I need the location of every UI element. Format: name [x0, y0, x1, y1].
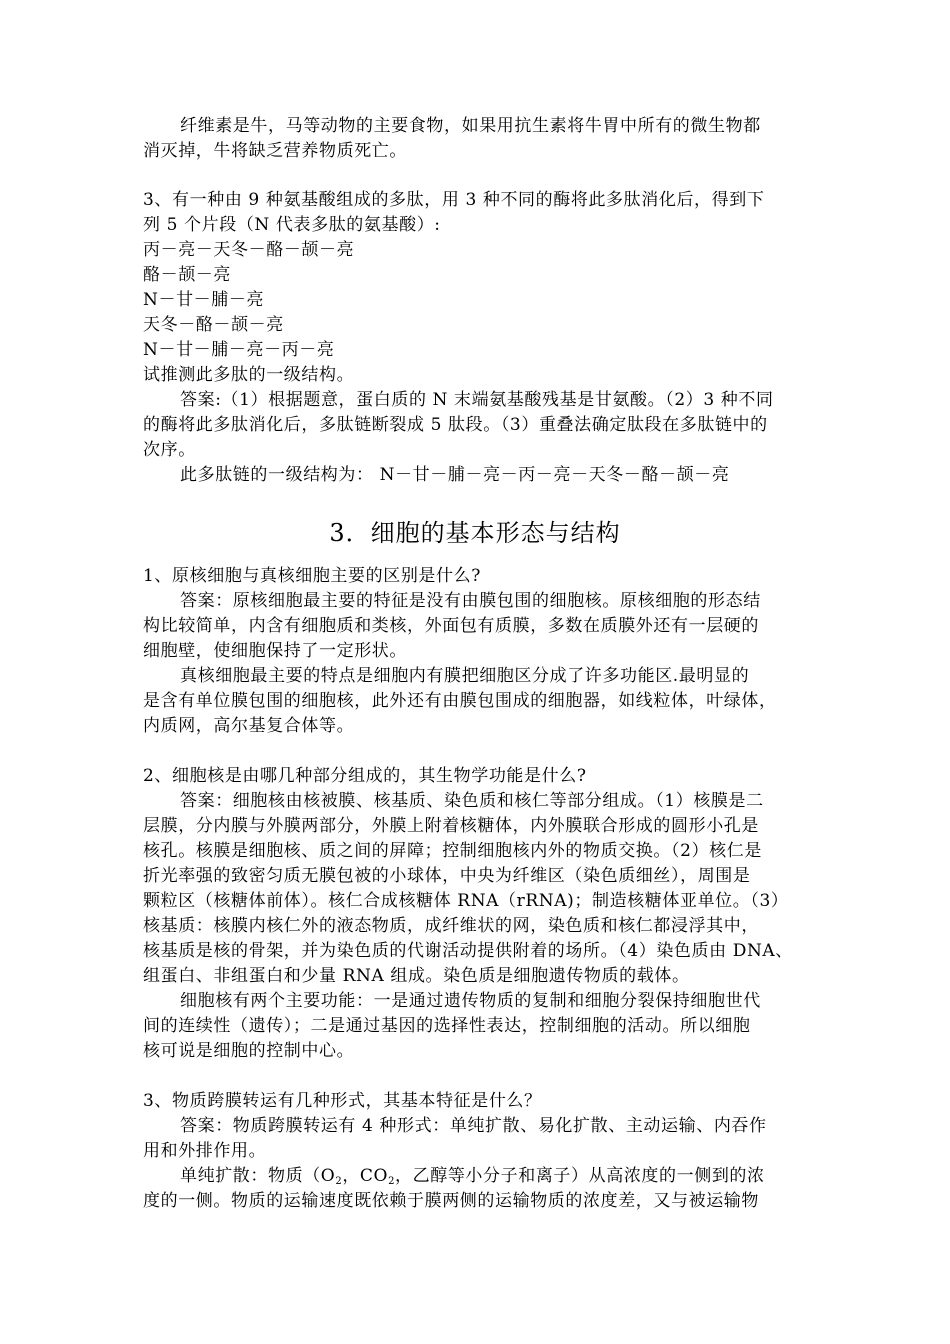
paragraph-line: 真核细胞最主要的特点是细胞内有膜把细胞区分成了许多功能区.最明显的 — [180, 666, 750, 686]
fragment-line: N－甘－脯－亮－丙－亮 — [143, 340, 335, 360]
answer-line: 的酶将此多肽消化后，多肽链断裂成 5 肽段。（3）重叠法确定肽段在多肽链中的 — [143, 415, 768, 435]
fragment-line: 丙－亮－天冬－酪－颉－亮 — [143, 240, 355, 260]
answer-line: 核基质是核的骨架，并为染色质的代谢活动提供附着的场所。（4）染色质由 DNA、 — [143, 941, 793, 961]
answer-line: 次序。 — [143, 440, 196, 460]
answer-line: 颗粒区（核糖体前体）。核仁合成核糖体 RNA（rRNA)；制造核糖体亚单位。（3） — [143, 891, 789, 911]
answer-line: 组蛋白、非组蛋白和少量 RNA 组成。染色质是细胞遗传物质的载体。 — [143, 966, 690, 986]
subscript: 2 — [388, 1176, 396, 1187]
text-segment: ，CO — [342, 1166, 389, 1186]
fragment-line: N－甘－脯－亮 — [143, 290, 265, 310]
paragraph-line: 核可说是细胞的控制中心。 — [143, 1041, 355, 1061]
answer-line: 答案：物质跨膜转运有 4 种形式：单纯扩散、易化扩散、主动运输、内吞作 — [180, 1116, 767, 1136]
paragraph-line: 细胞核有两个主要功能：一是通过遗传物质的复制和细胞分裂保持细胞世代 — [180, 991, 761, 1011]
paragraph-line: 间的连续性（遗传）；二是通过基因的选择性表达，控制细胞的活动。所以细胞 — [143, 1016, 751, 1036]
paragraph-line: 是含有单位膜包围的细胞核，此外还有由膜包围成的细胞器，如线粒体，叶绿体， — [143, 691, 777, 711]
answer-line: 用和外排作用。 — [143, 1141, 267, 1161]
paragraph-line: 消灭掉，牛将缺乏营养物质死亡。 — [143, 141, 407, 161]
subscript: 2 — [335, 1176, 343, 1187]
answer-line: 答案:（1）根据题意，蛋白质的 N 末端氨基酸残基是甘氨酸。（2）3 种不同 — [180, 390, 774, 410]
answer-line: 折光率强的致密匀质无膜包被的小球体，中央为纤维区（染色质细丝），周围是 — [143, 866, 751, 886]
question-line: 3、有一种由 9 种氨基酸组成的多肽，用 3 种不同的酶将此多肽消化后，得到下 — [143, 190, 765, 210]
paragraph-line: 度的一侧。物质的运输速度既依赖于膜两侧的运输物质的浓度差，又与被运输物 — [143, 1191, 759, 1211]
question-line: 列 5 个片段（N 代表多肽的氨基酸）: — [143, 215, 441, 235]
answer-line: 层膜，分内膜与外膜两部分，外膜上附着核糖体，内外膜联合形成的圆形小孔是 — [143, 816, 759, 836]
question-line: 试推测此多肽的一级结构。 — [143, 365, 355, 385]
text-segment: ，乙醇等小分子和离子）从高浓度的一侧到的浓 — [395, 1166, 765, 1186]
question-line: 3、物质跨膜转运有几种形式，其基本特征是什么？ — [143, 1091, 542, 1111]
paragraph-line — [180, 1164, 765, 1189]
answer-line: 构比较简单，内含有细胞质和类核，外面包有质膜，多数在质膜外还有一层硬的 — [143, 616, 759, 636]
fragment-line: 酪－颉－亮 — [143, 265, 231, 285]
answer-line: 答案：细胞核由核被膜、核基质、染色质和核仁等部分组成。（1）核膜是二 — [180, 791, 764, 811]
answer-line: 答案：原核细胞最主要的特征是没有由膜包围的细胞核。原核细胞的形态结 — [180, 591, 761, 611]
fragment-line: 天冬－酪－颉－亮 — [143, 315, 284, 335]
paragraph-line: 内质网，高尔基复合体等。 — [143, 716, 355, 736]
section-title: 3．细胞的基本形态与结构 — [329, 519, 621, 547]
answer-line: 核基质：核膜内核仁外的液态物质，成纤维状的网，染色质和核仁都浸浮其中， — [143, 916, 759, 936]
answer-line: 细胞壁，使细胞保持了一定形状。 — [143, 641, 407, 661]
text-segment: 单纯扩散：物质（O — [180, 1166, 336, 1186]
paragraph-line: 纤维素是牛，马等动物的主要食物，如果用抗生素将牛胃中所有的微生物都 — [180, 116, 761, 136]
question-line: 2、细胞核是由哪几种部分组成的，其生物学功能是什么? — [143, 766, 587, 786]
question-line: 1、原核细胞与真核细胞主要的区别是什么? — [143, 566, 481, 586]
answer-result-line: 此多肽链的一级结构为： N－甘－脯－亮－丙－亮－天冬－酪－颉－亮 — [180, 465, 730, 485]
answer-line: 核孔。核膜是细胞核、质之间的屏障；控制细胞核内外的物质交换。（2）核仁是 — [143, 841, 762, 861]
